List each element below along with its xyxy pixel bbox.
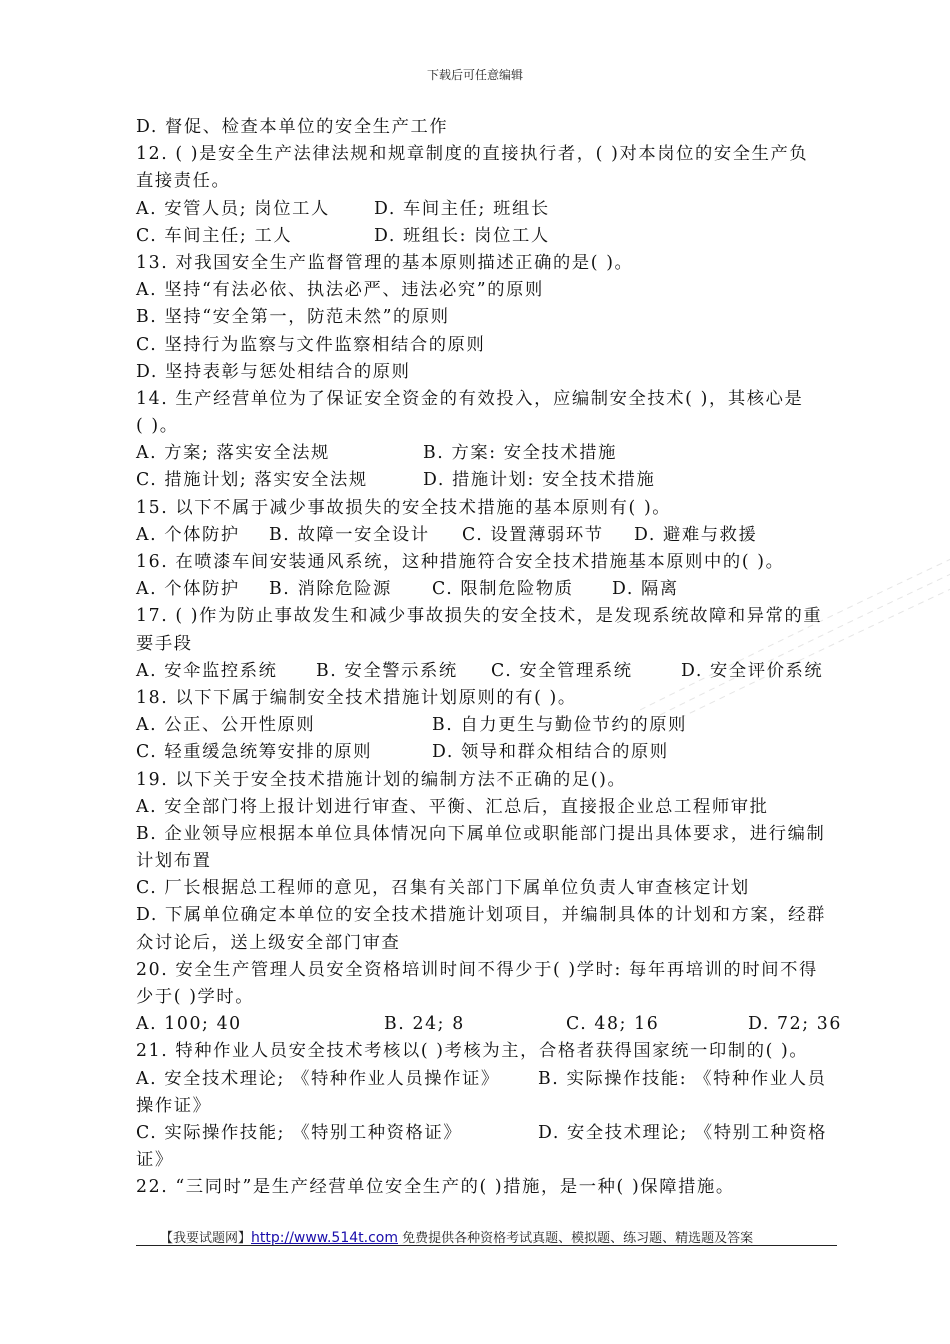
option-text: D. 安全技术理论; 《特别工种资格 (538, 1122, 827, 1143)
text-line: C. 厂长根据总工程师的意见，召集有关部门下属单位负责人审查核定计划 (136, 878, 750, 899)
text-line: 16. 在喷漆车间安装通风系统，这种措施符合安全技术措施基本原则中的( )。 (136, 552, 785, 572)
text-line: B. 企业领导应根据本单位具体情况向下属单位或职能部门提出具体要求，进行编制 (136, 823, 826, 844)
text-line (136, 658, 836, 685)
text-line: 15. 以下不属于减少事故损失的安全技术措施的基本原则有( )。 (136, 497, 672, 518)
page-header: 下载后可任意编辑 (426, 68, 523, 82)
option-text: D. 车间主任; 班组长 (374, 198, 550, 219)
option-text: D. 领导和群众相结合的原则 (432, 742, 669, 763)
text-line: 要手段 (136, 633, 193, 654)
option-text: C. 实际操作技能; 《特别工种资格证》 (136, 1122, 463, 1143)
text-line (136, 739, 836, 766)
option-text: B. 24; 8 (384, 1014, 465, 1035)
text-line: B. 坚持“安全第一，防范未然”的原则 (136, 307, 450, 328)
text-line (136, 712, 836, 739)
footer-site-label: 【我要试题网】 (160, 1231, 252, 1246)
option-text: A. 个体防护 (136, 524, 240, 545)
option-text: D. 班组长: 岗位工人 (374, 225, 550, 246)
text-line: 17. ( )作为防止事故发生和减少事故损失的安全技术，是发现系统故障和异常的重 (136, 606, 823, 627)
option-text: C. 措施计划; 落实安全法规 (136, 470, 368, 491)
text-line (136, 467, 836, 494)
option-text: C. 轻重缓急统筹安排的原则 (136, 742, 373, 763)
text-line: 直接责任。 (136, 171, 231, 192)
option-text: C. 48; 16 (566, 1014, 660, 1035)
text-line: D. 坚持表彰与惩处相结合的原则 (136, 361, 411, 382)
text-line (136, 1066, 836, 1093)
text-line: 众讨论后，送上级安全部门审查 (136, 932, 401, 953)
option-text: B. 安全警示系统 (316, 660, 458, 681)
text-line: 13. 对我国安全生产监督管理的基本原则描述正确的是( )。 (136, 252, 634, 273)
option-text: B. 方案: 安全技术措施 (423, 443, 618, 464)
option-text: A. 公正、公开性原则 (136, 715, 316, 736)
option-text: D. 避难与救援 (634, 524, 758, 545)
option-text: A. 安管人员; 岗位工人 (136, 198, 330, 219)
text-line: 19. 以下关于安全技术措施计划的编制方法不正确的足()。 (136, 769, 627, 790)
option-text: C. 车间主任; 工人 (136, 225, 293, 246)
text-line (136, 440, 836, 467)
text-line: 12. ( )是安全生产法律法规和规章制度的直接执行者，( )对本岗位的安全生产负 (136, 144, 809, 165)
option-text: D. 72; 36 (748, 1014, 842, 1035)
option-text: A. 安全技术理论; 《特种作业人员操作证》 (136, 1068, 500, 1089)
text-line: D. 下属单位确定本单位的安全技术措施计划项目，并编制具体的计划和方案，经群 (136, 905, 826, 926)
text-line: 14. 生产经营单位为了保证安全资金的有效投入，应编制安全技术( )，其核心是 (136, 388, 804, 409)
option-text: A. 安伞监控系统 (136, 660, 278, 681)
text-line: 20. 安全生产管理人员安全资格培训时间不得少于( )学时: 每年再培训的时间不得 (136, 959, 818, 980)
text-line (136, 1011, 842, 1038)
text-line: ( )。 (136, 416, 179, 437)
option-text: D. 安全评价系统 (681, 660, 824, 681)
option-text: B. 故障一安全设计 (269, 524, 430, 545)
text-line: A. 坚持“有法必依、执法必严、违法必究”的原则 (136, 280, 544, 301)
footer-link[interactable]: http://www.514t.com (251, 1230, 398, 1246)
option-text: A. 100; 40 (136, 1014, 242, 1035)
option-text: B. 实际操作技能: 《特种作业人员 (538, 1068, 827, 1089)
footer-divider (136, 1245, 837, 1246)
footer-tagline: 免费提供各种资格考试真题、模拟题、练习题、精选题及答案 (397, 1231, 754, 1246)
page-footer (160, 1227, 753, 1246)
option-text: D. 隔离 (612, 579, 679, 600)
text-line: 操作证》 (136, 1095, 212, 1116)
option-text: C. 限制危险物质 (432, 579, 574, 600)
option-text: B. 自力更生与勤俭节约的原则 (432, 715, 688, 736)
option-text: C. 设置薄弱环节 (462, 524, 604, 545)
text-line (136, 576, 836, 603)
option-text: D. 措施计划: 安全技术措施 (423, 470, 656, 491)
option-text: C. 安全管理系统 (491, 660, 633, 681)
text-line: 22. “三同时”是生产经营单位安全生产的( )措施，是一种( )保障措施。 (136, 1177, 735, 1198)
text-line (136, 223, 836, 250)
text-line: 证》 (136, 1150, 174, 1171)
text-line (136, 196, 836, 223)
option-text: A. 个体防护 (136, 579, 240, 600)
text-line: C. 坚持行为监察与文件监察相结合的原则 (136, 334, 486, 355)
text-line: A. 安全部门将上报计划进行审查、平衡、汇总后，直接报企业总工程师审批 (136, 796, 769, 817)
text-line: 21. 特种作业人员安全技术考核以( )考核为主，合格者获得国家统一印制的( )。 (136, 1041, 809, 1062)
text-line: D. 督促、检查本单位的安全生产工作 (136, 117, 449, 137)
text-line (136, 522, 836, 549)
text-line (136, 1120, 836, 1147)
text-line: 少于( )学时。 (136, 987, 255, 1007)
text-line: 18. 以下下属于编制安全技术措施计划原则的有( )。 (136, 687, 577, 708)
document-body (136, 114, 842, 1202)
option-text: A. 方案; 落实安全法规 (136, 443, 330, 464)
option-text: B. 消除危险源 (269, 579, 392, 600)
text-line: 计划布置 (136, 851, 212, 872)
